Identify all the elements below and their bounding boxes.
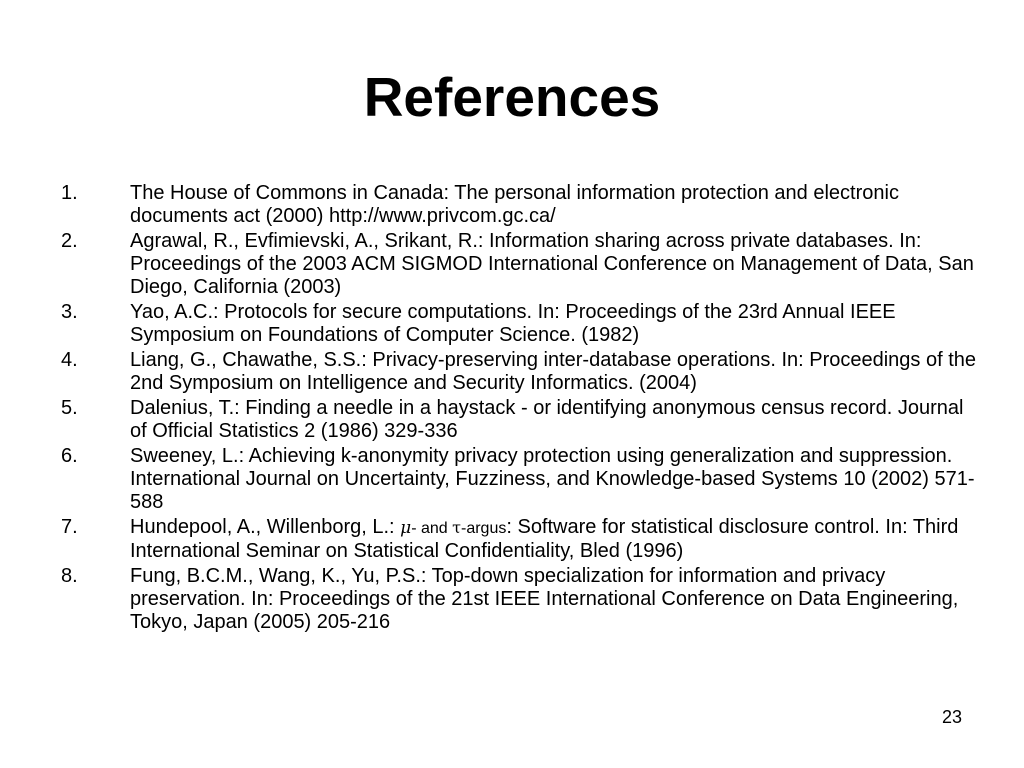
reference-argus-text: -argus	[461, 520, 507, 537]
reference-number: 2.	[61, 230, 78, 252]
reference-authors: Hundepool, A., Willenborg, L.:	[130, 516, 401, 538]
reference-text: Yao, A.C.: Protocols for secure computations. In: Proceedings of the 23rd Annual IEEE Symposium on Foundations of Computer Science. (1982)	[130, 301, 896, 346]
reference-number: 3.	[61, 301, 78, 323]
mu-symbol: μ	[400, 518, 412, 538]
reference-text: Agrawal, R., Evfimievski, A., Srikant, R.: Information sharing across private databases. In: Proceedings of the 2003 ACM SIGMOD International Conference on Management of Data, San Diego, California (2003)	[130, 230, 974, 298]
reference-item	[61, 349, 981, 395]
reference-text: Fung, B.C.M., Wang, K., Yu, P.S.: Top-down specialization for information and privacy preservation. In: Proceedings of the 21st IEEE International Conference on Data Engineering, Tokyo, Japan (2005) 205-216	[130, 565, 959, 633]
reference-text	[130, 516, 958, 562]
reference-item	[61, 565, 981, 634]
page-number: 23	[941, 707, 962, 727]
reference-mid-text: - and	[411, 520, 453, 537]
reference-item	[61, 230, 981, 299]
reference-item	[61, 445, 981, 514]
reference-item	[61, 516, 981, 563]
reference-number: 5.	[61, 397, 78, 419]
tau-symbol: τ	[452, 518, 461, 537]
reference-item	[61, 397, 981, 443]
reference-number: 6.	[61, 445, 78, 467]
reference-text: Liang, G., Chawathe, S.S.: Privacy-preserving inter-database operations. In: Proceedings of the 2nd Symposium on Intelligence and Security Informatics. (2004)	[130, 349, 977, 394]
reference-text: The House of Commons in Canada: The personal information protection and electronic documents act (2000) http://www.privcom.gc.ca/	[130, 182, 899, 227]
reference-text: Sweeney, L.: Achieving k-anonymity privacy protection using generalization and suppression. International Journal on Uncertainty, Fuzziness, and Knowledge-based Systems 10 (2002) 571-588	[130, 445, 975, 513]
reference-number: 7.	[61, 516, 78, 538]
reference-number: 8.	[61, 565, 78, 587]
reference-number: 4.	[61, 349, 78, 371]
reference-item	[61, 301, 981, 347]
reference-text: Dalenius, T.: Finding a needle in a haystack - or identifying anonymous census record. Journal of Official Statistics 2 (1986) 329-336	[130, 397, 964, 442]
reference-number: 1.	[61, 182, 78, 204]
reference-list	[61, 182, 981, 636]
reference-rest-text: : Software for statistical disclosure control. In: Third International Seminar on Statistical Confidentiality, Bled (1996)	[130, 516, 959, 562]
slide-title: References	[363, 66, 661, 128]
reference-item	[61, 182, 981, 228]
